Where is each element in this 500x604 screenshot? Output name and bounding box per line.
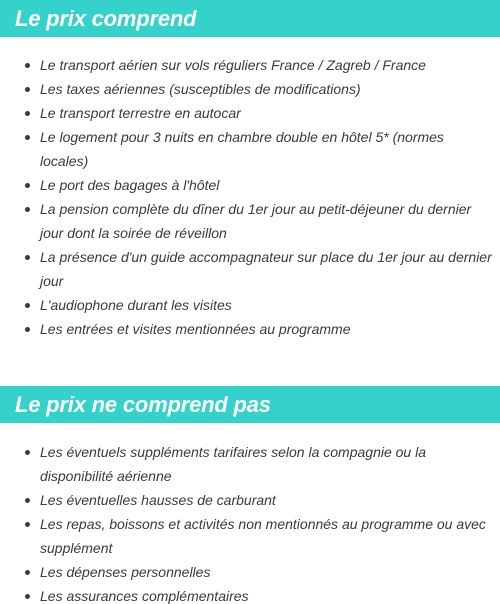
list-item-text: Le logement pour 3 nuits en chambre double en hôtel 5* (normes locales) — [40, 129, 444, 169]
excluded-section — [0, 386, 500, 604]
list-item — [0, 440, 500, 488]
list-item — [0, 173, 500, 197]
list-item — [0, 101, 500, 125]
list-item — [0, 488, 500, 512]
bullet-icon — [25, 570, 30, 575]
list-item — [0, 245, 500, 293]
list-item-text: Les éventuels suppléments tarifaires selon la compagnie ou la disponibilité aérienne — [40, 444, 427, 484]
list-item-text: Le transport terrestre en autocar — [40, 105, 241, 121]
list-item-text: Les éventuelles hausses de carburant — [40, 492, 276, 508]
bullet-icon — [25, 255, 30, 260]
excluded-header — [0, 386, 500, 423]
list-item-text: Le transport aérien sur vols réguliers France / Zagreb / France — [40, 57, 426, 73]
list-item-text: Les repas, boissons et activités non mentionnés au programme ou avec supplément — [40, 516, 486, 556]
list-item — [0, 584, 500, 604]
excluded-title: Le prix ne comprend pas — [15, 391, 271, 417]
bullet-icon — [25, 63, 30, 68]
list-item-text: Les dépenses personnelles — [40, 564, 211, 580]
list-item-text: La présence d'un guide accompagnateur sur place du 1er jour au dernier jour — [40, 249, 492, 289]
bullet-icon — [25, 87, 30, 92]
list-item — [0, 125, 500, 173]
bullet-icon — [25, 522, 30, 527]
list-item-text: La pension complète du dîner du 1er jour au petit-déjeuner du dernier jour dont la soirée de réveillon — [40, 201, 472, 241]
bullet-icon — [25, 594, 30, 599]
bullet-icon — [25, 111, 30, 116]
bullet-icon — [25, 135, 30, 140]
list-item-text: Les assurances complémentaires — [40, 588, 249, 604]
bullet-icon — [25, 450, 30, 455]
bullet-icon — [25, 327, 30, 332]
bullet-icon — [25, 207, 30, 212]
list-item-text: Les taxes aériennes (susceptibles de modifications) — [40, 81, 361, 97]
bullet-icon — [25, 183, 30, 188]
included-title: Le prix comprend — [15, 5, 197, 31]
list-item — [0, 77, 500, 101]
list-item — [0, 197, 500, 245]
list-item-text: L'audiophone durant les visites — [40, 297, 232, 313]
list-item — [0, 512, 500, 560]
list-item-text: Le port des bagages à l'hôtel — [40, 177, 220, 193]
list-item-text: Les entrées et visites mentionnées au programme — [40, 321, 351, 337]
bullet-icon — [25, 498, 30, 503]
included-header — [0, 0, 500, 37]
list-item — [0, 293, 500, 317]
list-item — [0, 560, 500, 584]
bullet-icon — [25, 303, 30, 308]
list-item — [0, 53, 500, 77]
included-list — [0, 53, 500, 341]
list-item — [0, 317, 500, 341]
excluded-list — [0, 440, 500, 604]
